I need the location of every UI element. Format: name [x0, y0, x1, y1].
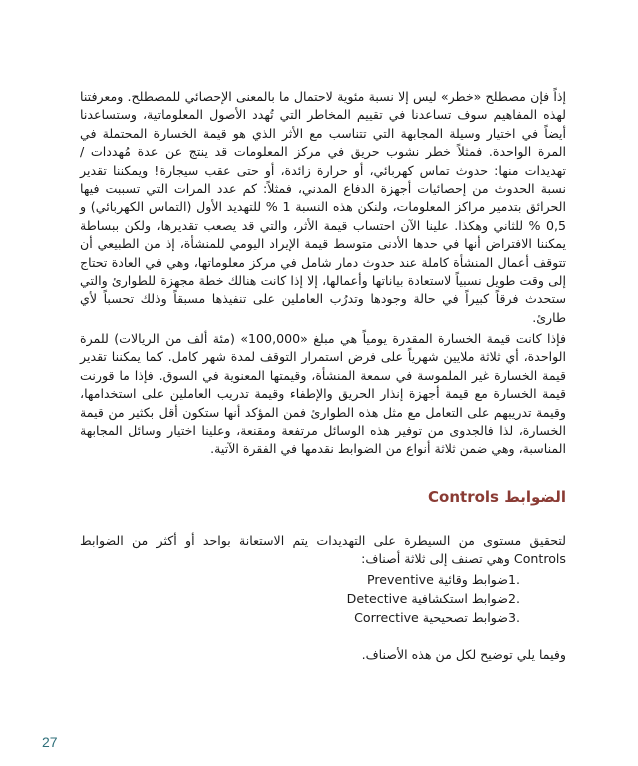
list-item [248, 570, 548, 589]
list-item-text: ضوابط وقائية Preventive [366, 572, 508, 587]
list-item-number: 3. [508, 610, 521, 625]
list-item [248, 608, 548, 627]
paragraph-controls-intro: لتحقيق مستوى من السيطرة على التهديدات يتم الاستعانة بواحد أو أكثر من الضوابط Controls وهي تصنف إلى ثلاثة أصناف: [80, 533, 566, 567]
section-heading-controls: الضوابط Controls [428, 488, 566, 506]
paragraph-closing: وفيما يلي توضيح لكل من هذه الأصناف. [361, 647, 566, 662]
paragraph-risk-definition: إذاً فإن مصطلح «خطر» ليس إلا نسبة مئوية لاحتمال ما بالمعنى الإحصائي للمصطلح. ومعرفتنا لهذه المفاهيم سوف تساعدنا في تقييم المخاطر التي تُهدد الأصول المعلوماتية، وستساعدنا أيضاً في اختيار وسيلة المجابهة التي تتناسب مع الأثر الذي هو قيمة الخسارة المحتملة في المرة الواحدة. فمثلاً خطر نشوب حريق في مركز المعلومات قد ينتج عن عدة مُهددات / تهديدات منها: حدوث تماس كهربائي، أو حرارة زائدة، أو حتى عقب سيجارة! ويمكننا تقدير نسبة الحدوث من إحصائيات أجهزة الدفاع المدني، فمثلاً: كم عدد المرات التي تسببت فيها الحرائق بتدمير مراكز المعلومات، ولنكن هذه النسبة 1 % للتهديد الأول (التماس الكهربائي) و 0,5 % للثاني وهكذا. علينا الآن احتساب قيمة الأثر، والتي قد يصعب تقديرها، ولكن ببساطة يمكننا الافتراض أنها في حدها الأدنى متوسط قيمة الإيراد اليومي للمنشأة، إذ من الطبيعي أن تتوقف أعمال المنشأة كاملة عند حدوث دمار شامل في مركز معلوماتها، وهي في العادة تحتاج إلى وقت طويل نسبياً لاستعادة بياناتها وأعمالها، إلا إذا كانت هنالك خطة مجهزة للطوارئ والتي ستحدث فرقاً كبيراً في حالة وجودها وتدرُب العاملين على تنفيذها مسبقاً وذلك تحسباً لأي طارئ. [80, 89, 566, 325]
list-item [248, 589, 548, 608]
list-item-number: 1. [508, 572, 521, 587]
page-number: 27 [42, 734, 58, 750]
paragraph-loss-estimate: فإذا كانت قيمة الخسارة المقدرة يومياً هي مبلغ «100,000» (مئة ألف من الريالات) للمرة الواحدة، أي ثلاثة ملايين شهرياً على فرض استمرار التوقف لمدة شهر كامل. كما يمكننا تقدير قيمة الخسارة غير الملموسة في سمعة المنشأة، وقيمتها المعنوية في السوق. فإذا ما قورنت قيمة الخسارة مع قيمة أجهزة إنذار الحريق والإطفاء وقيمة تدريب العاملين على استخدامها، وقيمة تدريبهم على التعامل مع مثل هذه الطوارئ فمن المؤكد أنها ستكون أقل بكثير من قيمة الخسارة، لذا فالجدوى من توفير هذه الوسائل مرتفعة ومقنعة، وعلينا اختيار وسائل المجابهة المناسبة، وهي ضمن ثلاثة أنواع من الضوابط نقدمها في الفقرة الآتية. [80, 331, 566, 457]
list-item-text: ضوابط تصحيحية Corrective [354, 610, 508, 625]
list-item-number: 2. [508, 591, 521, 606]
list-item-text: ضوابط استكشافية Detective [346, 591, 508, 606]
controls-list [248, 570, 548, 627]
